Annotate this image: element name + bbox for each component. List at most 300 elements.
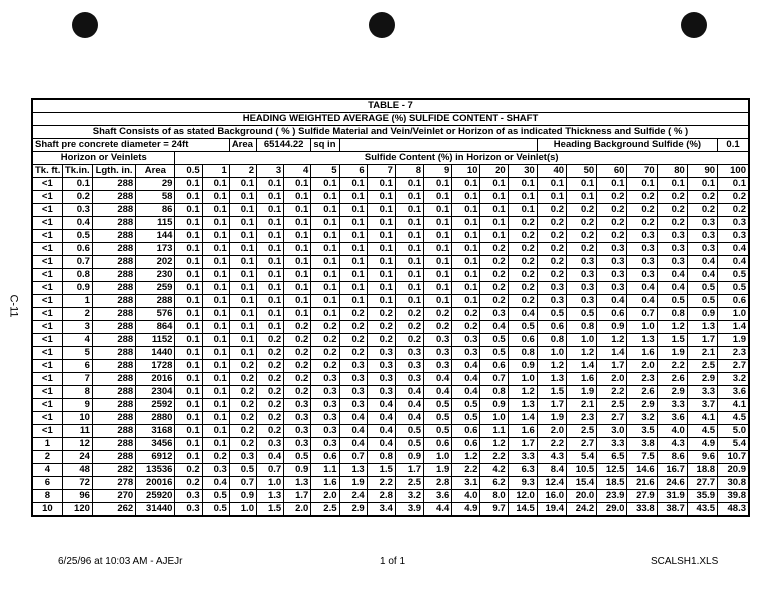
sulfide-value-cell: 0.1 [452, 204, 480, 217]
sulfide-value-cell: 0.2 [256, 425, 283, 438]
sulfide-value-cell: 0.1 [395, 295, 423, 308]
sulfide-value-cell: 0.1 [175, 321, 202, 334]
table-row [32, 282, 749, 295]
table-heading: HEADING WEIGHTED AVERAGE (%) SULFIDE CONTENT - SHAFT [32, 113, 749, 126]
sulfide-value-cell: 2.5 [567, 425, 597, 438]
sulfide-value-cell: 8.6 [657, 451, 687, 464]
horizon-group-header: Horizon or Veinlets [32, 152, 175, 165]
sulfide-value-cell: 0.3 [718, 217, 749, 230]
sulfide-value-cell: 0.1 [229, 256, 256, 269]
length-in-cell: 288 [92, 425, 135, 438]
sulfide-value-cell: 0.1 [284, 256, 311, 269]
sulfide-value-cell: 0.3 [567, 269, 597, 282]
sulfide-value-cell: 2.0 [537, 425, 566, 438]
sulfide-value-cell: 2.5 [597, 399, 627, 412]
sulfide-value-cell: 0.4 [424, 373, 452, 386]
sulfide-value-cell: 0.1 [202, 347, 229, 360]
sulfide-value-cell: 0.9 [395, 451, 423, 464]
sulfide-value-cell: 0.3 [395, 373, 423, 386]
sulfide-value-cell: 24.6 [657, 477, 687, 490]
thickness-in-cell: 4 [62, 334, 92, 347]
sulfide-value-cell: 0.2 [508, 269, 537, 282]
sulfide-value-cell: 1.0 [480, 412, 508, 425]
sulfide-value-cell: 0.1 [175, 269, 202, 282]
sulfide-value-cell: 2.2 [537, 438, 566, 451]
sulfide-value-cell: 0.2 [339, 334, 367, 347]
sulfide-value-cell: 0.4 [339, 438, 367, 451]
percent-column-header: 40 [537, 165, 566, 178]
sulfide-value-cell: 0.1 [567, 178, 597, 191]
sulfide-value-cell: 0.3 [627, 256, 657, 269]
sulfide-value-cell: 0.4 [395, 412, 423, 425]
area-cell: 115 [136, 217, 175, 230]
sulfide-value-cell: 0.1 [175, 295, 202, 308]
sulfide-value-cell: 0.3 [367, 347, 395, 360]
sulfide-value-cell: 0.3 [424, 360, 452, 373]
sulfide-value-cell: 0.1 [202, 178, 229, 191]
sulfide-value-cell: 5.4 [567, 451, 597, 464]
sulfide-value-cell: 1.3 [537, 373, 566, 386]
thickness-ft-cell: <1 [32, 347, 62, 360]
sulfide-value-cell: 0.1 [202, 269, 229, 282]
sulfide-value-cell: 30.8 [718, 477, 749, 490]
sulfide-value-cell: 31.9 [657, 490, 687, 503]
sulfide-value-cell: 0.1 [424, 269, 452, 282]
sulfide-value-cell: 0.2 [284, 360, 311, 373]
thickness-in-cell: 1 [62, 295, 92, 308]
sulfide-value-cell: 20.9 [718, 464, 749, 477]
length-in-cell: 288 [92, 282, 135, 295]
sulfide-value-cell: 1.5 [657, 334, 687, 347]
sulfide-value-cell: 0.2 [311, 334, 339, 347]
sulfide-value-cell: 0.1 [339, 204, 367, 217]
sulfide-value-cell: 0.6 [311, 451, 339, 464]
sulfide-value-cell: 0.1 [452, 191, 480, 204]
sulfide-value-cell: 0.2 [284, 334, 311, 347]
thickness-in-cell: 5 [62, 347, 92, 360]
sulfide-value-cell: 4.5 [687, 425, 717, 438]
sulfide-value-cell: 0.4 [718, 256, 749, 269]
punch-hole-right [681, 12, 707, 38]
sulfide-value-cell: 1.0 [567, 334, 597, 347]
sulfide-value-cell: 12.4 [537, 477, 566, 490]
area-cell: 13536 [136, 464, 175, 477]
sulfide-value-cell: 0.3 [567, 256, 597, 269]
sulfide-value-cell: 0.5 [424, 399, 452, 412]
table-title: TABLE - 7 [32, 99, 749, 113]
thickness-in-cell: 7 [62, 373, 92, 386]
sulfide-value-cell: 0.1 [311, 204, 339, 217]
sulfide-value-cell: 1.0 [256, 477, 283, 490]
sulfide-value-cell: 0.1 [284, 243, 311, 256]
sulfide-value-cell: 0.3 [597, 269, 627, 282]
sulfide-value-cell: 0.1 [395, 269, 423, 282]
table-row [32, 178, 749, 191]
sulfide-value-cell: 0.1 [256, 269, 283, 282]
sulfide-value-cell: 0.2 [367, 321, 395, 334]
sulfide-value-cell: 0.1 [367, 217, 395, 230]
sulfide-value-cell: 1.7 [687, 334, 717, 347]
sulfide-value-cell: 38.7 [657, 503, 687, 517]
sulfide-value-cell: 10.5 [567, 464, 597, 477]
sulfide-value-cell: 1.1 [480, 425, 508, 438]
thickness-in-cell: 24 [62, 451, 92, 464]
sulfide-value-cell: 0.5 [537, 308, 566, 321]
sulfide-value-cell: 4.1 [718, 399, 749, 412]
table-row [32, 204, 749, 217]
sulfide-value-cell: 0.2 [480, 243, 508, 256]
thickness-ft-cell: <1 [32, 321, 62, 334]
sulfide-value-cell: 0.2 [480, 269, 508, 282]
sulfide-value-cell: 0.3 [424, 334, 452, 347]
sulfide-value-cell: 0.1 [256, 282, 283, 295]
sulfide-value-cell: 0.1 [229, 230, 256, 243]
sulfide-value-cell: 0.1 [311, 308, 339, 321]
sulfide-value-cell: 0.9 [597, 321, 627, 334]
thickness-ft-cell: 2 [32, 451, 62, 464]
length-in-cell: 288 [92, 256, 135, 269]
percent-column-header: 4 [284, 165, 311, 178]
sulfide-value-cell: 0.2 [687, 191, 717, 204]
sulfide-value-cell: 2.2 [657, 360, 687, 373]
sulfide-value-cell: 1.2 [480, 438, 508, 451]
table-row [32, 399, 749, 412]
sulfide-value-cell: 0.9 [480, 399, 508, 412]
sulfide-value-cell: 0.2 [339, 347, 367, 360]
area-cell: 2592 [136, 399, 175, 412]
sulfide-value-cell: 0.1 [339, 282, 367, 295]
sulfide-value-cell: 8.0 [480, 490, 508, 503]
sulfide-value-cell: 0.1 [339, 230, 367, 243]
sulfide-value-cell: 39.8 [718, 490, 749, 503]
area-cell: 202 [136, 256, 175, 269]
sulfide-value-cell: 0.3 [452, 347, 480, 360]
sulfide-value-cell: 0.8 [480, 386, 508, 399]
sulfide-value-cell: 0.1 [175, 451, 202, 464]
thickness-ft-cell: <1 [32, 243, 62, 256]
sulfide-value-cell: 0.1 [175, 256, 202, 269]
length-in-cell: 288 [92, 217, 135, 230]
sulfide-value-cell: 0.1 [202, 295, 229, 308]
sulfide-value-cell: 0.1 [202, 373, 229, 386]
sulfide-value-cell: 0.1 [256, 217, 283, 230]
sulfide-value-cell: 0.2 [627, 217, 657, 230]
sulfide-value-cell: 2.8 [367, 490, 395, 503]
sulfide-value-cell: 0.4 [367, 438, 395, 451]
sulfide-value-cell: 0.4 [718, 243, 749, 256]
table-row [32, 230, 749, 243]
sulfide-value-cell: 1.4 [567, 360, 597, 373]
sulfide-value-cell: 0.1 [175, 386, 202, 399]
sulfide-value-cell: 2.5 [311, 503, 339, 517]
sulfide-value-cell: 0.1 [339, 256, 367, 269]
sulfide-value-cell: 1.2 [567, 347, 597, 360]
sulfide-value-cell: 0.2 [480, 256, 508, 269]
thickness-ft-cell: <1 [32, 282, 62, 295]
table-row [32, 503, 749, 517]
sulfide-value-cell: 4.3 [537, 451, 566, 464]
area-cell: 259 [136, 282, 175, 295]
sulfide-value-cell: 3.7 [687, 399, 717, 412]
sulfide-value-cell: 2.3 [567, 412, 597, 425]
sulfide-value-cell: 1.6 [567, 373, 597, 386]
sulfide-value-cell: 0.5 [202, 503, 229, 517]
sulfide-value-cell: 0.2 [229, 386, 256, 399]
sulfide-value-cell: 5.4 [718, 438, 749, 451]
sulfide-value-cell: 0.2 [452, 321, 480, 334]
sulfide-value-cell: 0.1 [229, 282, 256, 295]
table-row [32, 464, 749, 477]
sulfide-value-cell: 2.2 [367, 477, 395, 490]
sulfide-value-cell: 1.7 [597, 360, 627, 373]
sulfide-value-cell: 0.1 [311, 217, 339, 230]
sulfide-value-cell: 1.1 [311, 464, 339, 477]
table-row [32, 347, 749, 360]
thickness-in-cell: 12 [62, 438, 92, 451]
sulfide-value-cell: 0.1 [424, 178, 452, 191]
thickness-in-cell: 96 [62, 490, 92, 503]
sulfide-value-cell: 0.1 [229, 347, 256, 360]
sulfide-value-cell: 0.1 [202, 204, 229, 217]
sulfide-value-cell: 15.4 [567, 477, 597, 490]
sulfide-value-cell: 1.0 [229, 503, 256, 517]
sulfide-value-cell: 0.1 [311, 256, 339, 269]
sulfide-value-cell: 1.9 [567, 386, 597, 399]
sulfide-value-cell: 0.1 [256, 295, 283, 308]
sulfide-value-cell: 0.5 [508, 321, 537, 334]
area-cell: 230 [136, 269, 175, 282]
sulfide-value-cell: 0.1 [175, 204, 202, 217]
sulfide-value-cell: 0.8 [657, 308, 687, 321]
sulfide-value-cell: 0.8 [367, 451, 395, 464]
sulfide-value-cell: 0.3 [229, 451, 256, 464]
thickness-in-cell: 48 [62, 464, 92, 477]
sulfide-value-cell: 0.1 [508, 204, 537, 217]
sulfide-value-cell: 0.1 [367, 295, 395, 308]
sulfide-value-cell: 1.5 [256, 503, 283, 517]
sulfide-value-cell: 18.8 [687, 464, 717, 477]
shaft-diameter-label: Shaft pre concrete diameter = 24ft [32, 139, 229, 152]
sulfide-value-cell: 0.1 [175, 178, 202, 191]
sulfide-value-cell: 0.4 [367, 425, 395, 438]
thickness-ft-cell: <1 [32, 373, 62, 386]
sulfide-value-cell: 0.1 [229, 204, 256, 217]
thickness-in-cell: 8 [62, 386, 92, 399]
punch-hole-left [72, 12, 98, 38]
sulfide-value-cell: 3.2 [627, 412, 657, 425]
sulfide-value-cell: 2.3 [627, 373, 657, 386]
sulfide-value-cell: 0.5 [687, 282, 717, 295]
sulfide-value-cell: 0.5 [657, 295, 687, 308]
sulfide-value-cell: 0.1 [452, 282, 480, 295]
sulfide-value-cell: 43.5 [687, 503, 717, 517]
area-cell: 2304 [136, 386, 175, 399]
sulfide-value-cell: 1.4 [597, 347, 627, 360]
thickness-in-cell: 0.4 [62, 217, 92, 230]
sulfide-value-cell: 0.1 [339, 178, 367, 191]
sulfide-value-cell: 0.1 [480, 191, 508, 204]
sulfide-value-cell: 3.2 [718, 373, 749, 386]
sulfide-value-cell: 1.6 [508, 425, 537, 438]
sulfide-value-cell: 0.4 [367, 412, 395, 425]
sulfide-value-cell: 0.1 [508, 178, 537, 191]
sulfide-value-cell: 2.9 [657, 386, 687, 399]
sulfide-value-cell: 0.2 [657, 204, 687, 217]
sulfide-value-cell: 0.6 [597, 308, 627, 321]
sulfide-value-cell: 0.2 [508, 243, 537, 256]
area-cell: 1728 [136, 360, 175, 373]
sulfide-value-cell: 0.1 [311, 178, 339, 191]
sulfide-value-cell: 0.7 [480, 373, 508, 386]
sulfide-value-cell: 0.3 [657, 256, 687, 269]
length-in-cell: 288 [92, 438, 135, 451]
sulfide-value-cell: 2.5 [687, 360, 717, 373]
sulfide-value-cell: 0.3 [537, 282, 566, 295]
sulfide-value-cell: 0.2 [597, 191, 627, 204]
sulfide-value-cell: 9.3 [508, 477, 537, 490]
sulfide-value-cell: 0.1 [229, 334, 256, 347]
sulfide-value-cell: 0.1 [537, 178, 566, 191]
sulfide-value-cell: 0.1 [256, 230, 283, 243]
sulfide-value-cell: 0.2 [718, 191, 749, 204]
thickness-ft-cell: 6 [32, 477, 62, 490]
sulfide-value-cell: 0.1 [452, 217, 480, 230]
thickness-ft-cell: 8 [32, 490, 62, 503]
sulfide-value-cell: 0.1 [311, 243, 339, 256]
sulfide-value-cell: 0.2 [424, 321, 452, 334]
thickness-ft-cell: <1 [32, 269, 62, 282]
sulfide-value-cell: 0.3 [367, 373, 395, 386]
sulfide-value-cell: 0.1 [256, 256, 283, 269]
percent-column-header: 5 [311, 165, 339, 178]
sulfide-value-cell: 0.9 [284, 464, 311, 477]
percent-column-header: 10 [452, 165, 480, 178]
sulfide-value-cell: 0.2 [597, 217, 627, 230]
sulfide-value-cell: 0.4 [480, 321, 508, 334]
thickness-in-cell: 2 [62, 308, 92, 321]
sulfide-value-cell: 2.7 [718, 360, 749, 373]
thickness-ft-cell: <1 [32, 425, 62, 438]
sulfide-value-cell: 0.1 [175, 308, 202, 321]
sulfide-value-cell: 2.0 [284, 503, 311, 517]
sulfide-value-cell: 18.5 [597, 477, 627, 490]
sulfide-value-cell: 2.6 [627, 386, 657, 399]
sulfide-value-cell: 0.1 [175, 425, 202, 438]
sulfide-value-cell: 0.1 [202, 386, 229, 399]
thickness-in-cell: 0.7 [62, 256, 92, 269]
sulfide-value-cell: 0.2 [508, 217, 537, 230]
length-in-cell: 288 [92, 230, 135, 243]
sulfide-value-cell: 27.9 [627, 490, 657, 503]
sulfide-value-cell: 0.9 [229, 490, 256, 503]
sulfide-value-cell: 0.4 [256, 451, 283, 464]
area-cell: 25920 [136, 490, 175, 503]
sulfide-value-cell: 0.2 [597, 230, 627, 243]
length-in-cell: 270 [92, 490, 135, 503]
sulfide-value-cell: 0.6 [508, 334, 537, 347]
sulfide-value-cell: 1.9 [537, 412, 566, 425]
sulfide-value-cell: 0.1 [424, 230, 452, 243]
length-in-cell: 288 [92, 386, 135, 399]
table-row [32, 217, 749, 230]
sulfide-value-cell: 0.2 [657, 217, 687, 230]
percent-column-header: 50 [567, 165, 597, 178]
area-cell: 1152 [136, 334, 175, 347]
sulfide-value-cell: 20.0 [567, 490, 597, 503]
thickness-ft-cell: <1 [32, 360, 62, 373]
sulfide-value-cell: 0.1 [367, 282, 395, 295]
sulfide-value-cell: 1.9 [718, 334, 749, 347]
sulfide-value-cell: 2.6 [657, 373, 687, 386]
sulfide-value-cell: 0.1 [229, 217, 256, 230]
sulfide-value-cell: 2.8 [424, 477, 452, 490]
area-cell: 2880 [136, 412, 175, 425]
sulfide-value-cell: 0.4 [395, 399, 423, 412]
sulfide-value-cell: 0.1 [311, 295, 339, 308]
sulfide-value-cell: 0.9 [508, 360, 537, 373]
sulfide-value-cell: 0.1 [452, 178, 480, 191]
sulfide-value-cell: 0.5 [202, 490, 229, 503]
thickness-in-cell: 6 [62, 360, 92, 373]
sulfide-value-cell: 1.3 [256, 490, 283, 503]
sulfide-value-cell: 0.3 [311, 412, 339, 425]
length-in-cell: 288 [92, 347, 135, 360]
table-row [32, 295, 749, 308]
thickness-ft-cell: <1 [32, 204, 62, 217]
sulfide-value-cell: 0.4 [627, 295, 657, 308]
area-cell: 1440 [136, 347, 175, 360]
sulfide-value-cell: 1.9 [339, 477, 367, 490]
sulfide-value-cell: 0.1 [395, 204, 423, 217]
sulfide-value-cell: 8.4 [537, 464, 566, 477]
sulfide-value-cell: 0.1 [256, 308, 283, 321]
sulfide-value-cell: 0.1 [311, 269, 339, 282]
punch-hole-center [369, 12, 395, 38]
thickness-in-cell: 0.1 [62, 178, 92, 191]
length-in-cell: 288 [92, 334, 135, 347]
sulfide-value-cell: 0.1 [395, 243, 423, 256]
percent-column-header: 0.5 [175, 165, 202, 178]
sulfide-value-cell: 0.4 [452, 373, 480, 386]
sulfide-value-cell: 0.2 [395, 334, 423, 347]
sulfide-value-cell: 2.9 [687, 373, 717, 386]
sulfide-value-cell: 0.3 [367, 360, 395, 373]
length-in-cell: 262 [92, 503, 135, 517]
sulfide-value-cell: 0.3 [367, 386, 395, 399]
sulfide-value-cell: 0.1 [229, 321, 256, 334]
sulfide-value-cell: 0.1 [256, 321, 283, 334]
footer-timestamp: 6/25/96 at 10:03 AM - AJEJr [58, 556, 183, 567]
sulfide-value-cell: 0.1 [367, 269, 395, 282]
sulfide-value-cell: 0.1 [229, 269, 256, 282]
table-row [32, 425, 749, 438]
area-cell: 6912 [136, 451, 175, 464]
length-in-cell: 288 [92, 399, 135, 412]
sulfide-value-cell: 0.4 [657, 282, 687, 295]
sulfide-value-cell: 4.0 [657, 425, 687, 438]
length-in-cell: 288 [92, 308, 135, 321]
thickness-in-cell: 0.6 [62, 243, 92, 256]
sulfide-value-cell: 0.1 [175, 243, 202, 256]
length-in-cell: 288 [92, 204, 135, 217]
sulfide-value-cell: 0.1 [202, 230, 229, 243]
sulfide-value-cell: 0.3 [687, 243, 717, 256]
sulfide-value-cell: 0.1 [339, 295, 367, 308]
sulfide-value-cell: 0.7 [229, 477, 256, 490]
sulfide-value-cell: 0.1 [367, 243, 395, 256]
thickness-ft-cell: <1 [32, 308, 62, 321]
sulfide-value-cell: 0.1 [567, 191, 597, 204]
